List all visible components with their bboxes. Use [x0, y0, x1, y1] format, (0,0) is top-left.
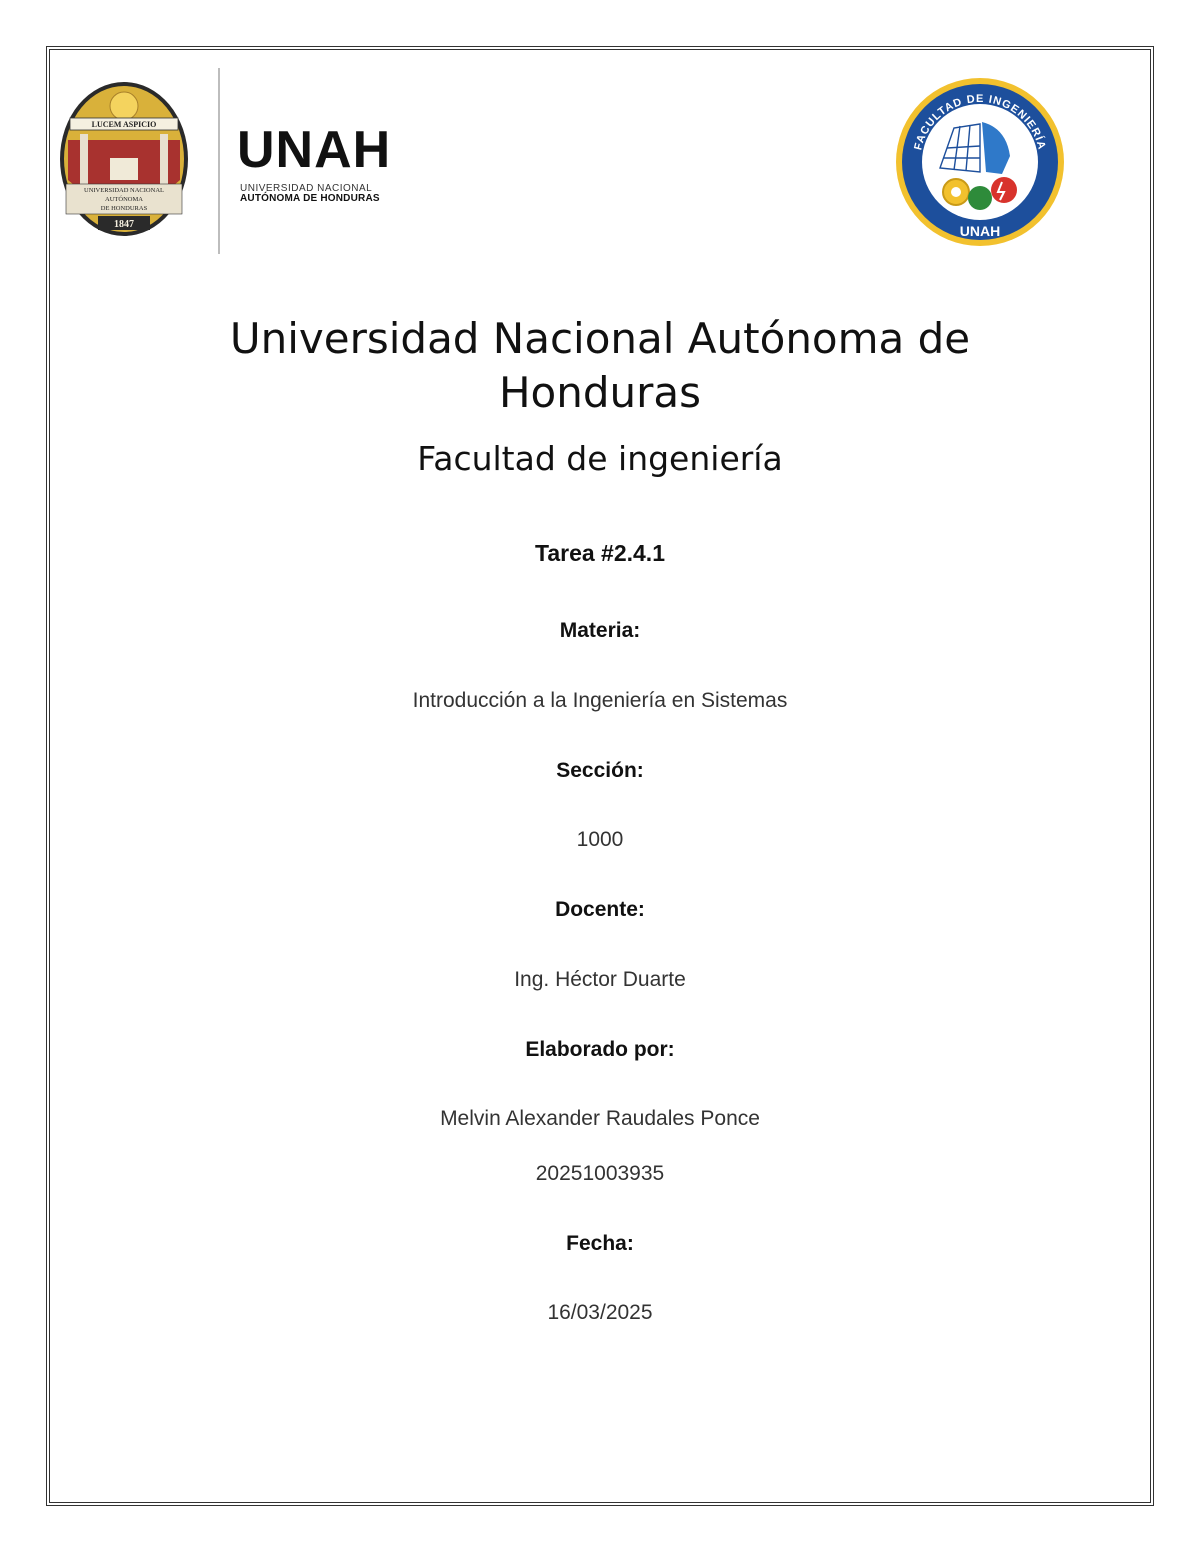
task-title: Tarea #2.4.1	[534, 540, 665, 566]
author-id: 20251003935	[535, 1162, 665, 1185]
subject-value: Introducción a la Ingeniería en Sistemas	[412, 689, 788, 712]
subject-label: Materia:	[559, 619, 641, 642]
svg-text:1847: 1847	[114, 219, 134, 230]
date-value: 16/03/2025	[547, 1301, 653, 1324]
unah-wordmark: UNAH	[237, 121, 392, 179]
date-label: Fecha:	[566, 1232, 634, 1255]
university-title-line1: Universidad Nacional Autónoma de	[229, 314, 971, 363]
svg-text:UNAH: UNAH	[959, 223, 1001, 239]
svg-text:DE HONDURAS: DE HONDURAS	[100, 205, 148, 212]
teacher-label: Docente:	[555, 898, 645, 921]
university-seal	[58, 80, 190, 238]
logo-divider	[218, 68, 220, 254]
author-label: Elaborado por:	[525, 1038, 675, 1061]
unah-subtitle-line1: UNIVERSIDAD NACIONAL	[240, 183, 373, 194]
university-title-line2: Honduras	[498, 368, 702, 417]
svg-text:AUTÓNOMA: AUTÓNOMA	[105, 196, 143, 203]
faculty-logo	[894, 76, 1066, 248]
unah-subtitle-line2: AUTÓNOMA DE HONDURAS	[240, 193, 380, 204]
svg-text:FACULTAD DE INGENIERÍA: FACULTAD DE INGENIERÍA	[912, 92, 1048, 152]
svg-text:UNIVERSIDAD NACIONAL: UNIVERSIDAD NACIONAL	[84, 187, 164, 194]
teacher-value: Ing. Héctor Duarte	[514, 968, 686, 991]
section-label: Sección:	[556, 759, 644, 782]
author-name: Melvin Alexander Raudales Ponce	[440, 1107, 760, 1130]
university-title	[150, 312, 1050, 420]
faculty-title: Facultad de ingeniería	[417, 439, 783, 478]
svg-text:LUCEM ASPICIO: LUCEM ASPICIO	[91, 120, 157, 129]
section-value: 1000	[576, 828, 624, 851]
